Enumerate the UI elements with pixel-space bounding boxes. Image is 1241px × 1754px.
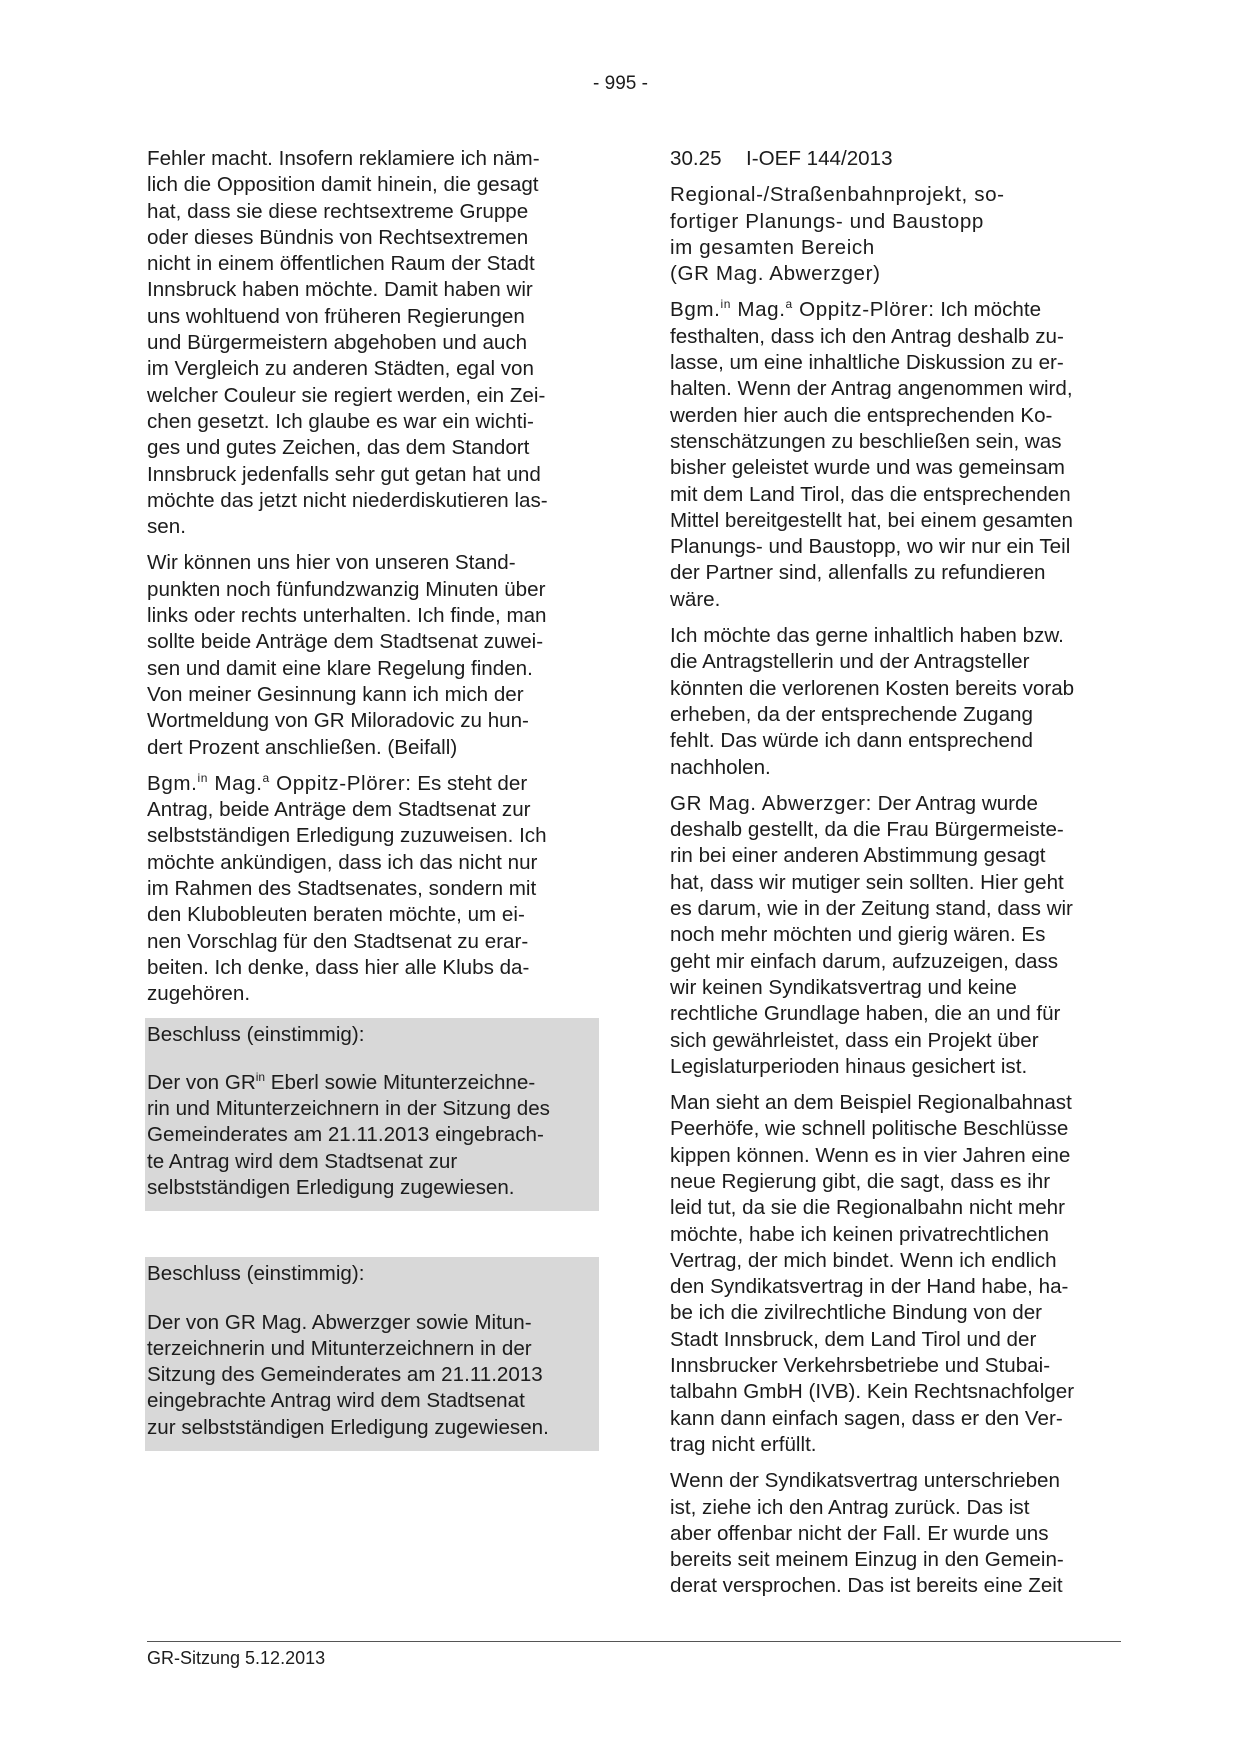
paragraph: Fehler macht. Insofern reklamiere ich näm- lich die Opposition damit hinein, die gesagt hat, dass sie diese rechtsextreme Gruppe oder dieses Bündnis von Rechtsextremen nicht in einem öffentlichen Raum der Stadt Innsbruck haben möchte. Damit haben wir uns wohltuend von früheren Regierungen und Bürgermeistern abgehoben und auch im Vergleich zu anderen Städten, egal von welcher Couleur sie regiert werden, ein Zei- chen gesetzt. Ich glaube es war ein wichti- ges und gutes Zeichen, das dem Standort Innsbruck jedenfalls sehr gut getan hat und möchte das jetzt nicht niederdiskutieren las- sen. <box>147 147 548 539</box>
speaker-name: Bgm.$^{in}$ Mag.$^a$ Oppitz-Plörer: <box>147 770 412 795</box>
speaker-name: GR Mag. Abwerzger: <box>670 791 872 815</box>
footer-divider <box>147 1641 1121 1642</box>
agenda-number: 30.25 <box>670 147 722 170</box>
agenda-title: Regional-/Straßenbahnprojekt, so- fortiger Planungs- und Baustopp im gesamten Bereich (GR Mag. Abwerzger) <box>670 183 1005 286</box>
speaker-paragraph: GR Mag. Abwerzger: Der Antrag wurde deshalb gestellt, da die Frau Bürgermeiste- rin bei einer anderen Abstimmung gesagt hat, dass wir mutiger sein sollten. Hier geht es darum, wie in der Zeitung stand, dass wir noch mehr möchten und gierig wären. Es geht mir einfach darum, aufzuzeigen, dass wir keinen Syndikatsvertrag und keine rechtliche Grundlage haben, die an und für sich gewährleistet, dass ein Projekt über Legislaturperioden hinaus gesichert ist. <box>670 791 1073 1078</box>
paragraph: Wir können uns hier von unseren Stand- punkten noch fünfundzwanzig Minuten über links oder rechts unterhalten. Ich finde, man sollte beide Anträge dem Stadtsenat zuwei- sen und damit eine klare Regelung finden. Von meiner Gesinnung kann ich mich der Wortmeldung von GR Miloradovic zu hun- dert Prozent anschließen. (Beifall) <box>147 551 547 759</box>
footer-session-date: GR-Sitzung 5.12.2013 <box>147 1648 326 1668</box>
resolution-text: Der von GR Mag. Abwerzger sowie Mitun- terzeichnerin und Mitunterzeichnern in der Sitzung des Gemeinderates am 21.11.2013 eingebrachte Antrag wird dem Stadtsenat zur selbstständigen Erledigung zugewiesen. <box>147 1310 549 1439</box>
resolution-box <box>145 1018 599 1212</box>
speaker-paragraph: Bgm.$^{in}$ Mag.$^a$ Oppitz-Plörer: Ich möchte festhalten, dass ich den Antrag deshalb zu- lasse, um eine inhaltliche Diskussion zu er- halten. Wenn der Antrag angenommen wird, werden hier auch die entsprechenden Ko- stenschätzungen zu beschließen sein, was bisher geleistet wurde und was gemeinsam mit dem Land Tirol, das die entsprechenden Mittel bereitgestellt hat, bei einem gesamten Planungs- und Baustopp, wo wir nur ein Teil der Partner sind, allenfalls zu refundieren wäre. <box>670 297 1073 611</box>
agenda-item-heading <box>670 146 1126 172</box>
page-number: - 995 - <box>593 73 648 94</box>
paragraph: Man sieht an dem Beispiel Regionalbahnast Peerhöfe, wie schnell politische Beschlüsse kippen können. Wenn es in vier Jahren eine neue Regierung gibt, die sagt, dass es ihr leid tut, da sie die Regionalbahn nicht mehr möchte, habe ich keinen privatrechtlichen Vertrag, der mich bindet. Wenn ich endlich den Syndikatsvertrag in der Hand habe, ha- be ich die zivilrechtliche Bindung von der Stadt Innsbruck, dem Land Tirol und der Innsbrucker Verkehrsbetriebe und Stubai- talbahn GmbH (IVB). Kein Rechtsnachfolger kann dann einfach sagen, dass er den Ver- trag nicht erfüllt. <box>670 1091 1075 1456</box>
paragraph: Wenn der Syndikatsvertrag unterschrieben ist, ziehe ich den Antrag zurück. Das ist aber offenbar nicht der Fall. Er wurde uns bereits seit meinem Einzug in den Gemein- derat versprochen. Das ist bereits eine Zeit <box>670 1469 1064 1598</box>
speaker-name: Bgm.$^{in}$ Mag.$^a$ Oppitz-Plörer: <box>670 297 935 322</box>
paragraph: Ich möchte das gerne inhaltlich haben bzw. die Antragstellerin und der Antragsteller könnten die verlorenen Kosten bereits vorab erheben, da der entsprechende Zugang fehlt. Das würde ich dann entsprechend nachholen. <box>670 624 1075 779</box>
resolution-title: Beschluss (einstimmig): <box>147 1022 365 1046</box>
left-column <box>147 146 597 1461</box>
right-column <box>670 146 1126 1610</box>
agenda-id: I-OEF 144/2013 <box>746 147 893 170</box>
resolution-title: Beschluss (einstimmig): <box>147 1262 365 1286</box>
resolution-text: Der von $GR^{in}$ Eberl sowie Mitunterzeichne- rin und Mitunterzeichnern in der Sitzung des Gemeinderates am 21.11.2013 eingebrach- te Antrag wird dem Stadtsenat zur selbstständigen Erledigung zugewiesen. <box>147 1069 550 1199</box>
resolution-box <box>145 1257 599 1451</box>
speaker-paragraph: Bgm.$^{in}$ Mag.$^a$ Oppitz-Plörer: Es steht der Antrag, beide Anträge dem Stadtsenat zur selbstständigen Erledigung zuzuweisen. Ich möchte ankündigen, dass ich das nicht nur im Rahmen des Stadtsenates, sondern mit den Klubobleuten beraten möchte, um ei- nen Vorschlag für den Stadtsenat zu erar- beiten. Ich denke, dass hier alle Klubs da- zugehören. <box>147 770 547 1006</box>
